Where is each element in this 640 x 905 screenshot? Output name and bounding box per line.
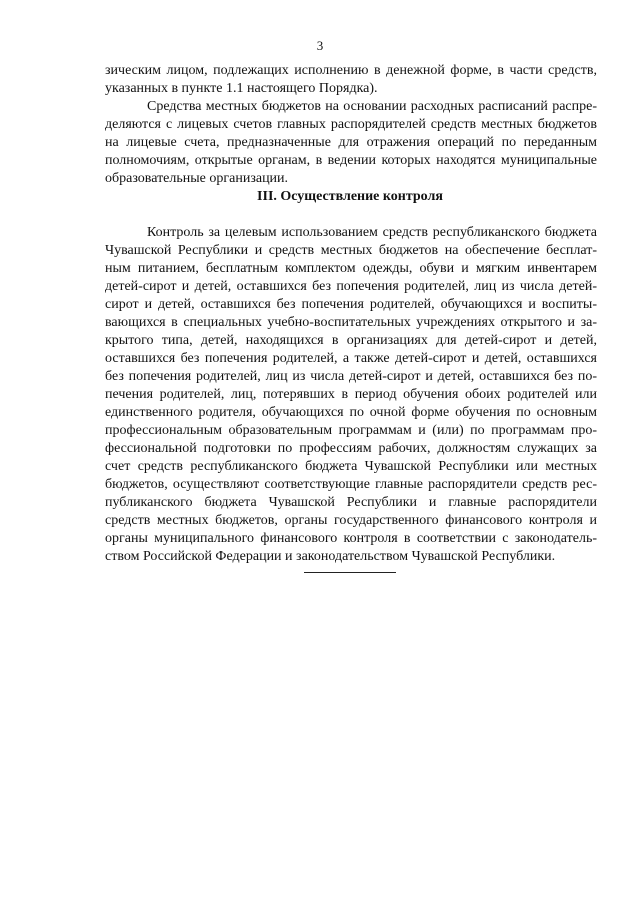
section-line: ством Российской Федерации и законодательством Чувашской Республики. <box>105 549 556 564</box>
section-line: детей-сирот и детей, оставшихся без попечения родителей, лиц из числа детей- <box>105 279 597 294</box>
section-heading: III. Осуществление контроля <box>257 189 443 204</box>
section-line: Контроль за целевым использованием средств республиканского бюджета <box>147 225 597 240</box>
section-line: без попечения родителей, лиц из числа детей-сирот и детей, оставшихся без по- <box>105 369 597 384</box>
section-line: средств местных бюджетов, органы государственного финансового контроля и <box>105 513 597 528</box>
paragraph-line: зическим лицом, подлежащих исполнению в денежной форме, в части средств, <box>105 63 597 78</box>
section-line: крытого типа, детей, находящихся в организациях для детей-сирот и детей, <box>105 333 597 348</box>
section-line: вающихся в специальных учебно-воспитательных учреждениях открытого и за- <box>105 315 597 330</box>
section-line: Чувашской Республики и средств местных бюджетов на обеспечение бесплат- <box>105 243 597 258</box>
section-line: оставшихся без попечения родителей, а также детей-сирот и детей, оставшихся <box>105 351 597 366</box>
section-line: сирот и детей, оставшихся без попечения родителей, обучающихся и воспиты- <box>105 297 597 312</box>
section-line: единственного родителя, обучающихся по очной форме обучения по основным <box>105 405 597 420</box>
paragraph-line: образовательные организации. <box>105 171 289 186</box>
paragraph-line: указанных в пункте 1.1 настоящего Порядка). <box>105 81 378 96</box>
section-line: счет средств республиканского бюджета Чувашской Республики или местных <box>105 459 597 474</box>
section-line: печения родителей, лиц, потерявших в период обучения обоих родителей или <box>105 387 597 402</box>
section-line: органы муниципального финансового контроля в соответствии с законодатель- <box>105 531 597 546</box>
section-line: профессиональным образовательным программам и (или) по программам про- <box>105 423 597 438</box>
section-line: публиканского бюджета Чувашской Республики и главные распорядители <box>105 495 597 510</box>
page-number: 3 <box>316 38 324 53</box>
paragraph-line: на лицевые счета, предназначенные для отражения операций по переданным <box>105 135 597 150</box>
end-separator <box>304 572 396 573</box>
section-line: бюджетов, осуществляют соответствующие главные распорядители средств рес- <box>105 477 597 492</box>
paragraph-line: деляются с лицевых счетов главных распорядителей средств местных бюджетов <box>105 117 597 132</box>
paragraph-line: Средства местных бюджетов на основании расходных расписаний распре- <box>147 99 597 114</box>
paragraph-line: полномочиям, открытые органам, в ведении которых находятся муниципальные <box>105 153 597 168</box>
section-line: фессиональной подготовки по профессиям рабочих, должностям служащих за <box>105 441 597 456</box>
section-line: ным питанием, бесплатным комплектом одежды, обуви и мягким инвентарем <box>105 261 597 276</box>
